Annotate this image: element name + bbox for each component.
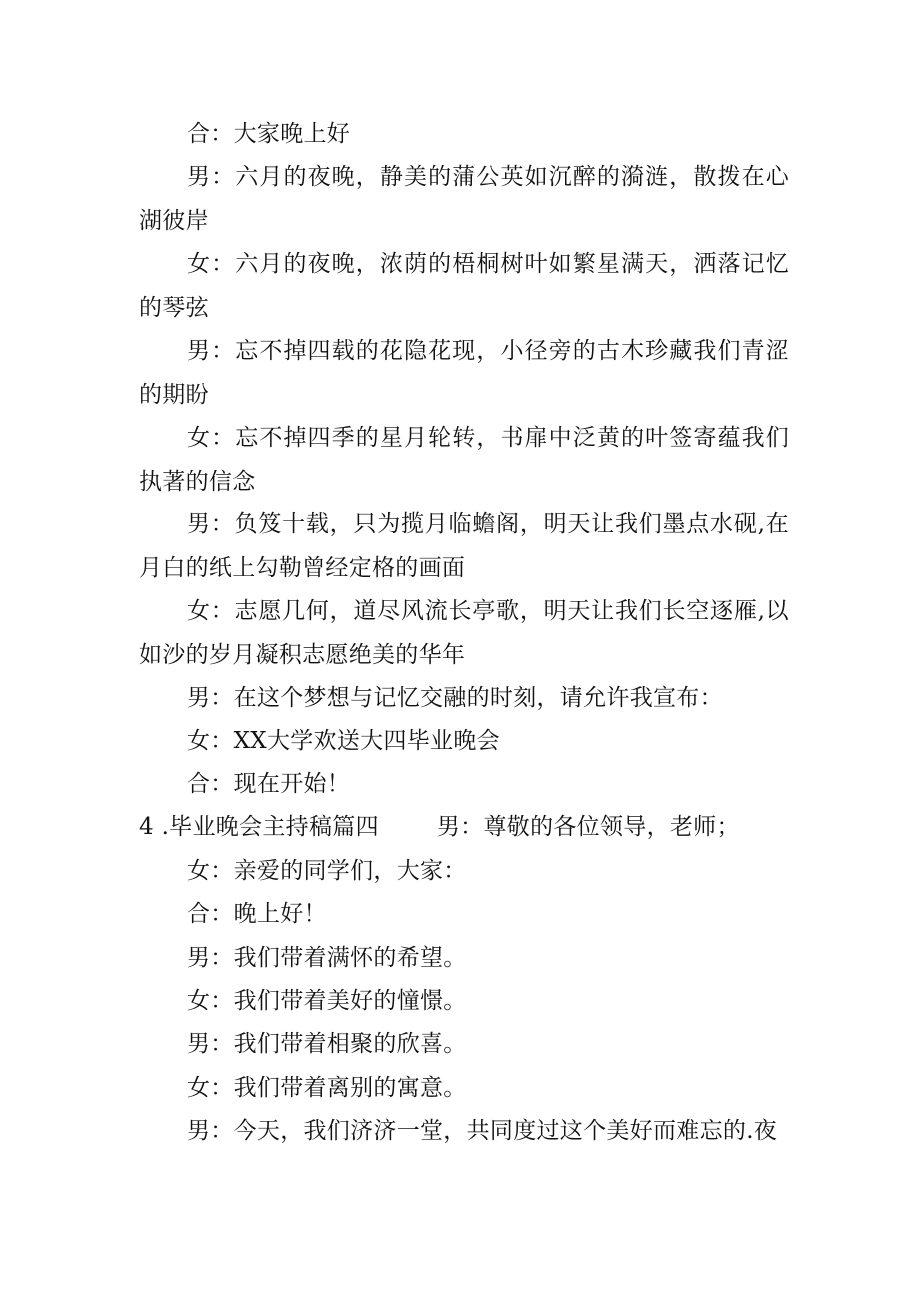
section-title: .毕业晚会主持稿篇四 <box>161 814 379 840</box>
section-first-line: 男：尊敬的各位领导，老师； <box>436 814 740 840</box>
script-line-15: 男：我们带着相聚的欣喜。 <box>187 1031 467 1057</box>
script-line-13: 男：我们带着满怀的希望。 <box>187 945 467 971</box>
script-line-7: 女：志愿几何，道尽风流长亭歌，明天让我们长空逐雁,以如沙的岁月凝积志愿绝美的华年 <box>139 598 789 668</box>
script-line-12: 合：晚上好！ <box>187 901 327 927</box>
section-heading <box>139 806 789 850</box>
script-line-2: 男：六月的夜晚，静美的蒲公英如沉醉的漪涟，散拨在心湖彼岸 <box>139 164 789 234</box>
script-line-14: 女：我们带着美好的憧憬。 <box>187 988 467 1014</box>
script-line-4: 男：忘不掉四载的花隐花现，小径旁的古木珍藏我们青涩的期盼 <box>139 338 789 408</box>
script-line-11: 女：亲爱的同学们，大家： <box>187 858 467 884</box>
script-line-17: 男：今天，我们济济一堂，共同度过这个美好而难忘的.夜 <box>187 1118 778 1144</box>
script-line-9: 女：XX大学欢送大四毕业晚会 <box>187 728 500 754</box>
script-line-5: 女：忘不掉四季的星月轮转，书扉中泛黄的叶签寄蕴我们执著的信念 <box>139 425 789 495</box>
section-number: 4 <box>139 814 154 840</box>
script-line-6: 男：负笈十载，只为揽月临蟾阁，明天让我们墨点水砚,在月白的纸上勾勒曾经定格的画面 <box>139 511 789 581</box>
script-line-1: 合：大家晚上好 <box>187 121 351 147</box>
script-line-16: 女：我们带着离别的寓意。 <box>187 1075 467 1101</box>
script-line-10: 合：现在开始！ <box>187 771 351 797</box>
script-line-8: 男：在这个梦想与记忆交融的时刻，请允许我宣布： <box>187 685 723 711</box>
script-line-3: 女：六月的夜晚，浓荫的梧桐树叶如繁星满天，洒落记忆的琴弦 <box>139 251 789 321</box>
